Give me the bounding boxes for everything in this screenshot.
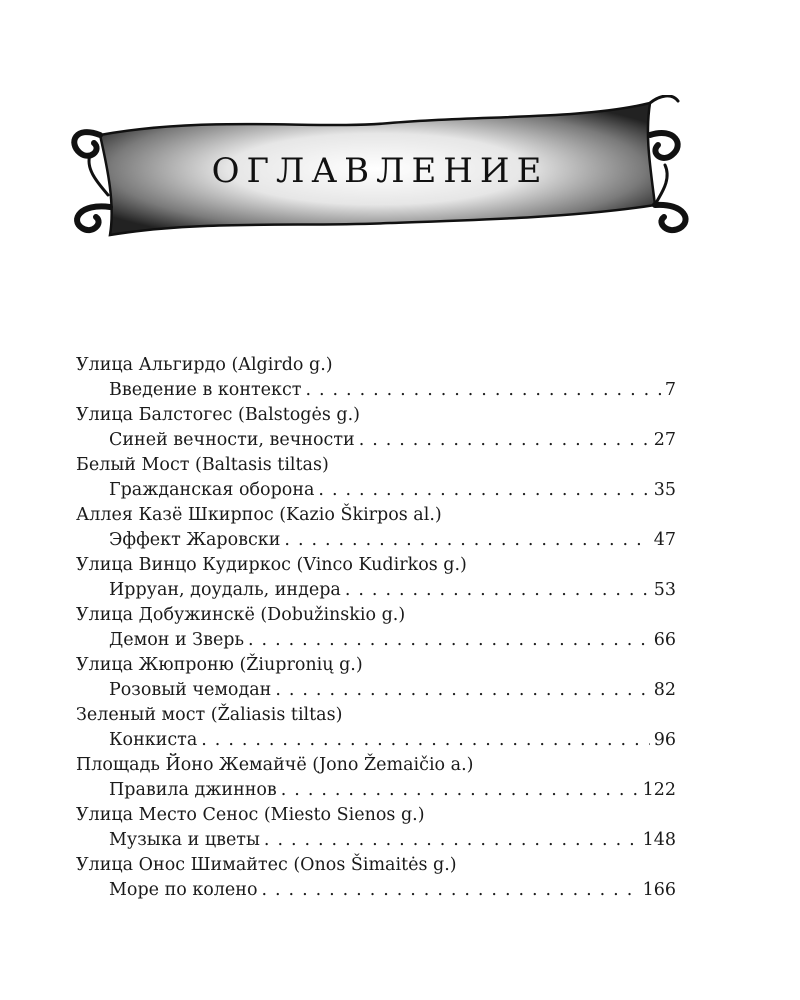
- toc-page-number: 27: [653, 430, 676, 450]
- toc-story-title: Введение в контекст: [109, 380, 302, 400]
- toc-street: Улица Место Сенос (Miesto Sienos g.): [76, 805, 425, 825]
- dot-leader: [264, 828, 639, 853]
- toc-page-number: 35: [653, 480, 676, 500]
- toc-story-row: [76, 528, 676, 553]
- toc-story-title: Море по колено: [109, 880, 258, 900]
- toc-page-number: 53: [653, 580, 676, 600]
- dot-leader: [281, 778, 639, 803]
- toc-story-title: Ирруан, доудаль, индера: [109, 580, 341, 600]
- dot-leader: [262, 878, 639, 903]
- toc-story-title: Гражданская оборона: [109, 480, 315, 500]
- toc-entry: [76, 553, 676, 603]
- toc-story-row: [76, 678, 676, 703]
- toc-entry: [76, 853, 676, 903]
- toc-story-title: Правила джиннов: [109, 780, 277, 800]
- toc-story-title: Демон и Зверь: [109, 630, 245, 650]
- toc-street: Белый Мост (Baltasis tiltas): [76, 455, 329, 475]
- toc-page-number: 7: [664, 380, 676, 400]
- toc-entry: [76, 753, 676, 803]
- toc-entry: [76, 603, 676, 653]
- toc-entry: [76, 453, 676, 503]
- toc-entry: [76, 353, 676, 403]
- toc-page-number: 66: [653, 630, 676, 650]
- dot-leader: [305, 378, 660, 403]
- toc-story-row: [76, 728, 676, 753]
- toc-page-number: 166: [642, 880, 676, 900]
- dot-leader: [345, 578, 650, 603]
- toc-story-row: [76, 578, 676, 603]
- toc-street: Аллея Казё Шкирпос (Kazio Škirpos al.): [76, 505, 442, 525]
- toc-page-number: 47: [653, 530, 676, 550]
- toc-page-number: 82: [653, 680, 676, 700]
- toc-entry: [76, 403, 676, 453]
- toc-story-row: [76, 778, 676, 803]
- toc-story-title: Эффект Жаровски: [109, 530, 281, 550]
- toc-entry: [76, 653, 676, 703]
- toc-street: Зеленый мост (Žaliasis tiltas): [76, 705, 343, 725]
- toc-entry: [76, 803, 676, 853]
- toc-street: Улица Альгирдо (Algirdo g.): [76, 355, 333, 375]
- toc-street: Улица Винцо Кудиркос (Vinco Kudirkos g.): [76, 555, 467, 575]
- toc-story-row: [76, 478, 676, 503]
- toc-story-row: [76, 878, 676, 903]
- title-banner: [60, 95, 700, 245]
- toc-story-row: [76, 428, 676, 453]
- toc-entry: [76, 703, 676, 753]
- toc-page-number: 122: [642, 780, 676, 800]
- dot-leader: [201, 728, 649, 753]
- toc-story-title: Розовый чемодан: [109, 680, 272, 700]
- toc-story-title: Музыка и цветы: [109, 830, 260, 850]
- toc-story-title: Конкиста: [109, 730, 198, 750]
- toc-story-row: [76, 628, 676, 653]
- dot-leader: [359, 428, 650, 453]
- dot-leader: [275, 678, 649, 703]
- toc-street: Улица Добужинскё (Dobužinskio g.): [76, 605, 406, 625]
- toc-street: Улица Жюпроню (Žiupronių g.): [76, 655, 363, 675]
- dot-leader: [248, 628, 650, 653]
- toc-story-row: [76, 828, 676, 853]
- toc-street: Улица Онос Шимайтес (Onos Šimaitės g.): [76, 855, 457, 875]
- toc-entry: [76, 503, 676, 553]
- toc-story-row: [76, 378, 676, 403]
- dot-leader: [318, 478, 649, 503]
- toc-page-number: 96: [653, 730, 676, 750]
- toc-street: Улица Балстогес (Balstogės g.): [76, 405, 360, 425]
- page-title: ОГЛАВЛЕНИЕ: [211, 151, 549, 191]
- toc-page-number: 148: [642, 830, 676, 850]
- table-of-contents: [76, 353, 676, 903]
- toc-story-title: Синей вечности, вечности: [109, 430, 355, 450]
- dot-leader: [284, 528, 649, 553]
- toc-street: Площадь Йоно Жемайчё (Jono Žemaičio a.): [76, 755, 474, 775]
